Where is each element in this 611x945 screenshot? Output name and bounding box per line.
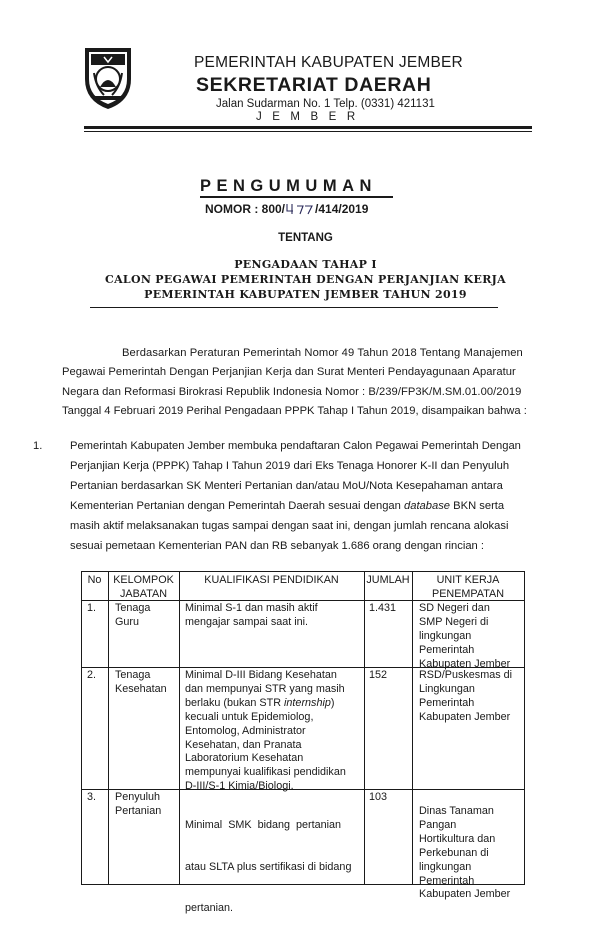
row-3-group-line: Penyuluh — [115, 791, 161, 803]
row-1-unit-line: Kabupaten Jember — [419, 657, 511, 670]
row-2-no: 2. — [87, 669, 97, 681]
row-2-qualification-line: Entomolog, Administrator — [185, 724, 306, 737]
header-group-line-2: JABATAN — [120, 587, 167, 600]
letterhead-office-name: SEKRETARIAT DAERAH — [196, 74, 432, 96]
intro-line-2: Pegawai Pemerintah Dengan Perjanjian Kerja dan Surat Menteri Pendayagunaan Aparatur — [62, 366, 516, 378]
row-1-unit — [419, 602, 510, 672]
row-1-unit-line: SMP Negeri di — [419, 615, 489, 628]
intro-line-4: Tanggal 4 Februari 2019 Perihal Pengadaan PPPK Tahap I Tahun 2019, disampaikan bahwa : — [62, 405, 527, 417]
header-no: No — [87, 574, 102, 586]
point-1-line-4-text: Kementerian Pertanian dengan Pemerintah Daerah sesuai dengan — [70, 500, 401, 512]
table-grid-line — [179, 571, 180, 885]
table-grid-line — [81, 571, 82, 885]
header-count: JUMLAH — [366, 574, 410, 586]
row-1-group-line: Guru — [115, 615, 140, 628]
row-3-qualification-line: pertanian. — [185, 902, 234, 915]
letterhead-address: Jalan Sudarman No. 1 Telp. (0331) 421131 — [216, 98, 435, 110]
letterhead-rule-thick — [84, 126, 532, 129]
point-1-line-1: Pemerintah Kabupaten Jember membuka pendaftaran Calon Pegawai Pemerintah Dengan — [70, 440, 521, 452]
letterhead-city: JEMBER — [256, 111, 366, 123]
row-1-count: 1.431 — [369, 602, 397, 614]
allocation-table — [81, 571, 525, 915]
row-2-qualification — [185, 669, 346, 794]
intro-line-3: Negara dan Reformasi Birokrasi Republik Indonesia Nomor : B/239/FP3K/M.SM.01.00/2019 — [62, 386, 522, 398]
header-group-line-1: KELOMPOK — [113, 574, 174, 586]
row-3-unit-line: Pangan — [419, 818, 457, 831]
row-2-unit-line: RSD/Puskesmas di — [419, 669, 513, 681]
row-3-unit — [419, 805, 510, 902]
row-3-unit-line: Hortikultura dan — [419, 832, 496, 845]
row-1-qualification — [185, 602, 318, 630]
row-2-qualification-line: Minimal D-III Bidang Kesehatan — [185, 669, 337, 681]
header-qualification: KUALIFIKASI PENDIDIKAN — [204, 574, 339, 586]
row-2-unit-line: Pemerintah — [419, 696, 475, 709]
point-1-line-3: Pertanian berdasarkan SK Menteri Pertanian dan/atau MoU/Nota Kesepahaman antara — [70, 480, 503, 492]
row-2-qualification-line: D-III/S-1 Kimia/Biologi. — [185, 780, 294, 793]
row-3-unit-line: Dinas Tanaman — [419, 805, 494, 817]
announcement-number — [205, 202, 368, 216]
row-3-qualification — [185, 791, 351, 944]
row-2-qualification-line: kecuali untuk Epidemiolog, — [185, 710, 314, 723]
announcement-title-underline — [200, 196, 393, 198]
letterhead-rule-thin — [84, 131, 532, 132]
row-3-unit-line: Perkebunan di — [419, 846, 489, 859]
row-2-qualification-tail: ) — [330, 696, 335, 709]
row-2-qualification-line — [185, 697, 346, 711]
table-grid-line — [524, 571, 525, 885]
row-2-group-line: Tenaga — [115, 669, 151, 681]
point-1-line-4-tail: BKN serta — [450, 500, 505, 512]
row-3-qualification-line: atau SLTA plus sertifikasi di bidang — [185, 860, 352, 873]
row-2-qualification-line: Laboratorium Kesehatan — [185, 752, 304, 765]
row-1-qualification-line: Minimal S-1 dan masih aktif — [185, 602, 318, 614]
jember-regency-emblem-icon — [82, 43, 134, 111]
row-1-group — [115, 602, 150, 630]
row-3-group — [115, 791, 161, 819]
row-3-unit-line: Kabupaten Jember — [419, 888, 511, 901]
row-1-qualification-line: mengajar sampai saat ini. — [185, 615, 309, 628]
row-3-unit-line: Pemerintah — [419, 874, 475, 887]
subject-line-1: PENGADAAN TAHAP I — [234, 258, 377, 271]
point-1-line-5: masih aktif melaksanakan tugas sampai dengan saat ini, dengan jumlah rencana alokasi — [70, 520, 509, 532]
row-1-group-line: Tenaga — [115, 602, 151, 614]
table-grid-line — [108, 571, 109, 885]
row-1-unit-line: SD Negeri dan — [419, 602, 490, 614]
point-1-number: 1. — [33, 440, 43, 452]
table-grid-line — [412, 571, 413, 885]
table-grid-line — [364, 571, 365, 885]
row-2-group — [115, 669, 167, 697]
announcement-about: TENTANG — [278, 232, 333, 244]
point-1-line-4-italic: database — [404, 500, 451, 512]
header-unit-line-2: PENEMPATAN — [432, 587, 504, 600]
row-3-count: 103 — [369, 791, 388, 803]
row-3-group-line: Pertanian — [115, 804, 162, 817]
row-2-unit-line: Lingkungan — [419, 682, 475, 695]
letterhead-government-name: PEMERINTAH KABUPATEN JEMBER — [194, 54, 463, 71]
subject-line-2: CALON PEGAWAI PEMERINTAH DENGAN PERJANJIAN KERJA — [105, 273, 506, 286]
point-1-line-2: Perjanjian Kerja (PPPK) Tahap I Tahun 2019 dari Eks Tenaga Honorer K-II dan Penyuluh — [70, 460, 510, 472]
row-2-qualification-text: berlaku (bukan STR — [185, 696, 285, 709]
row-2-count: 152 — [369, 669, 388, 681]
announcement-number-suffix: /414/2019 — [315, 202, 369, 216]
row-2-group-line: Kesehatan — [115, 682, 167, 695]
table-grid-line — [81, 571, 525, 572]
row-3-qualification-line: Minimal SMK bidang pertanian — [185, 818, 342, 831]
row-1-unit-line: Pemerintah — [419, 643, 475, 656]
row-3-unit-line: lingkungan — [419, 860, 472, 873]
point-1-line-4 — [70, 500, 504, 512]
row-1-unit-line: lingkungan — [419, 629, 472, 642]
announcement-title: PENGUMUMAN — [200, 177, 377, 195]
intro-line-1: Berdasarkan Peraturan Pemerintah Nomor 49 Tahun 2018 Tentang Manajemen — [122, 347, 523, 359]
row-3-no: 3. — [87, 791, 97, 803]
row-2-qualification-line: mempunyai kualifikasi pendidikan — [185, 766, 346, 779]
row-1-no: 1. — [87, 602, 97, 614]
subject-rule — [90, 307, 498, 308]
subject-line-3: PEMERINTAH KABUPATEN JEMBER TAHUN 2019 — [144, 288, 467, 301]
row-2-unit-line: Kabupaten Jember — [419, 710, 511, 723]
header-unit — [412, 574, 524, 602]
row-2-qualification-italic: internship — [284, 696, 331, 709]
header-unit-line-1: UNIT KERJA — [436, 574, 500, 586]
row-2-unit — [419, 669, 512, 725]
row-2-qualification-line: dan mempunyai STR yang masih — [185, 682, 345, 695]
point-1-line-6: sesuai pemetaan Kementerian PAN dan RB sebanyak 1.686 orang dengan rincian : — [70, 540, 484, 552]
announcement-number-prefix: NOMOR : 800/ — [205, 202, 286, 216]
row-2-qualification-line: Kesehatan, dan Pranata — [185, 738, 302, 751]
header-group — [108, 574, 179, 602]
handwritten-number-icon — [285, 203, 315, 215]
